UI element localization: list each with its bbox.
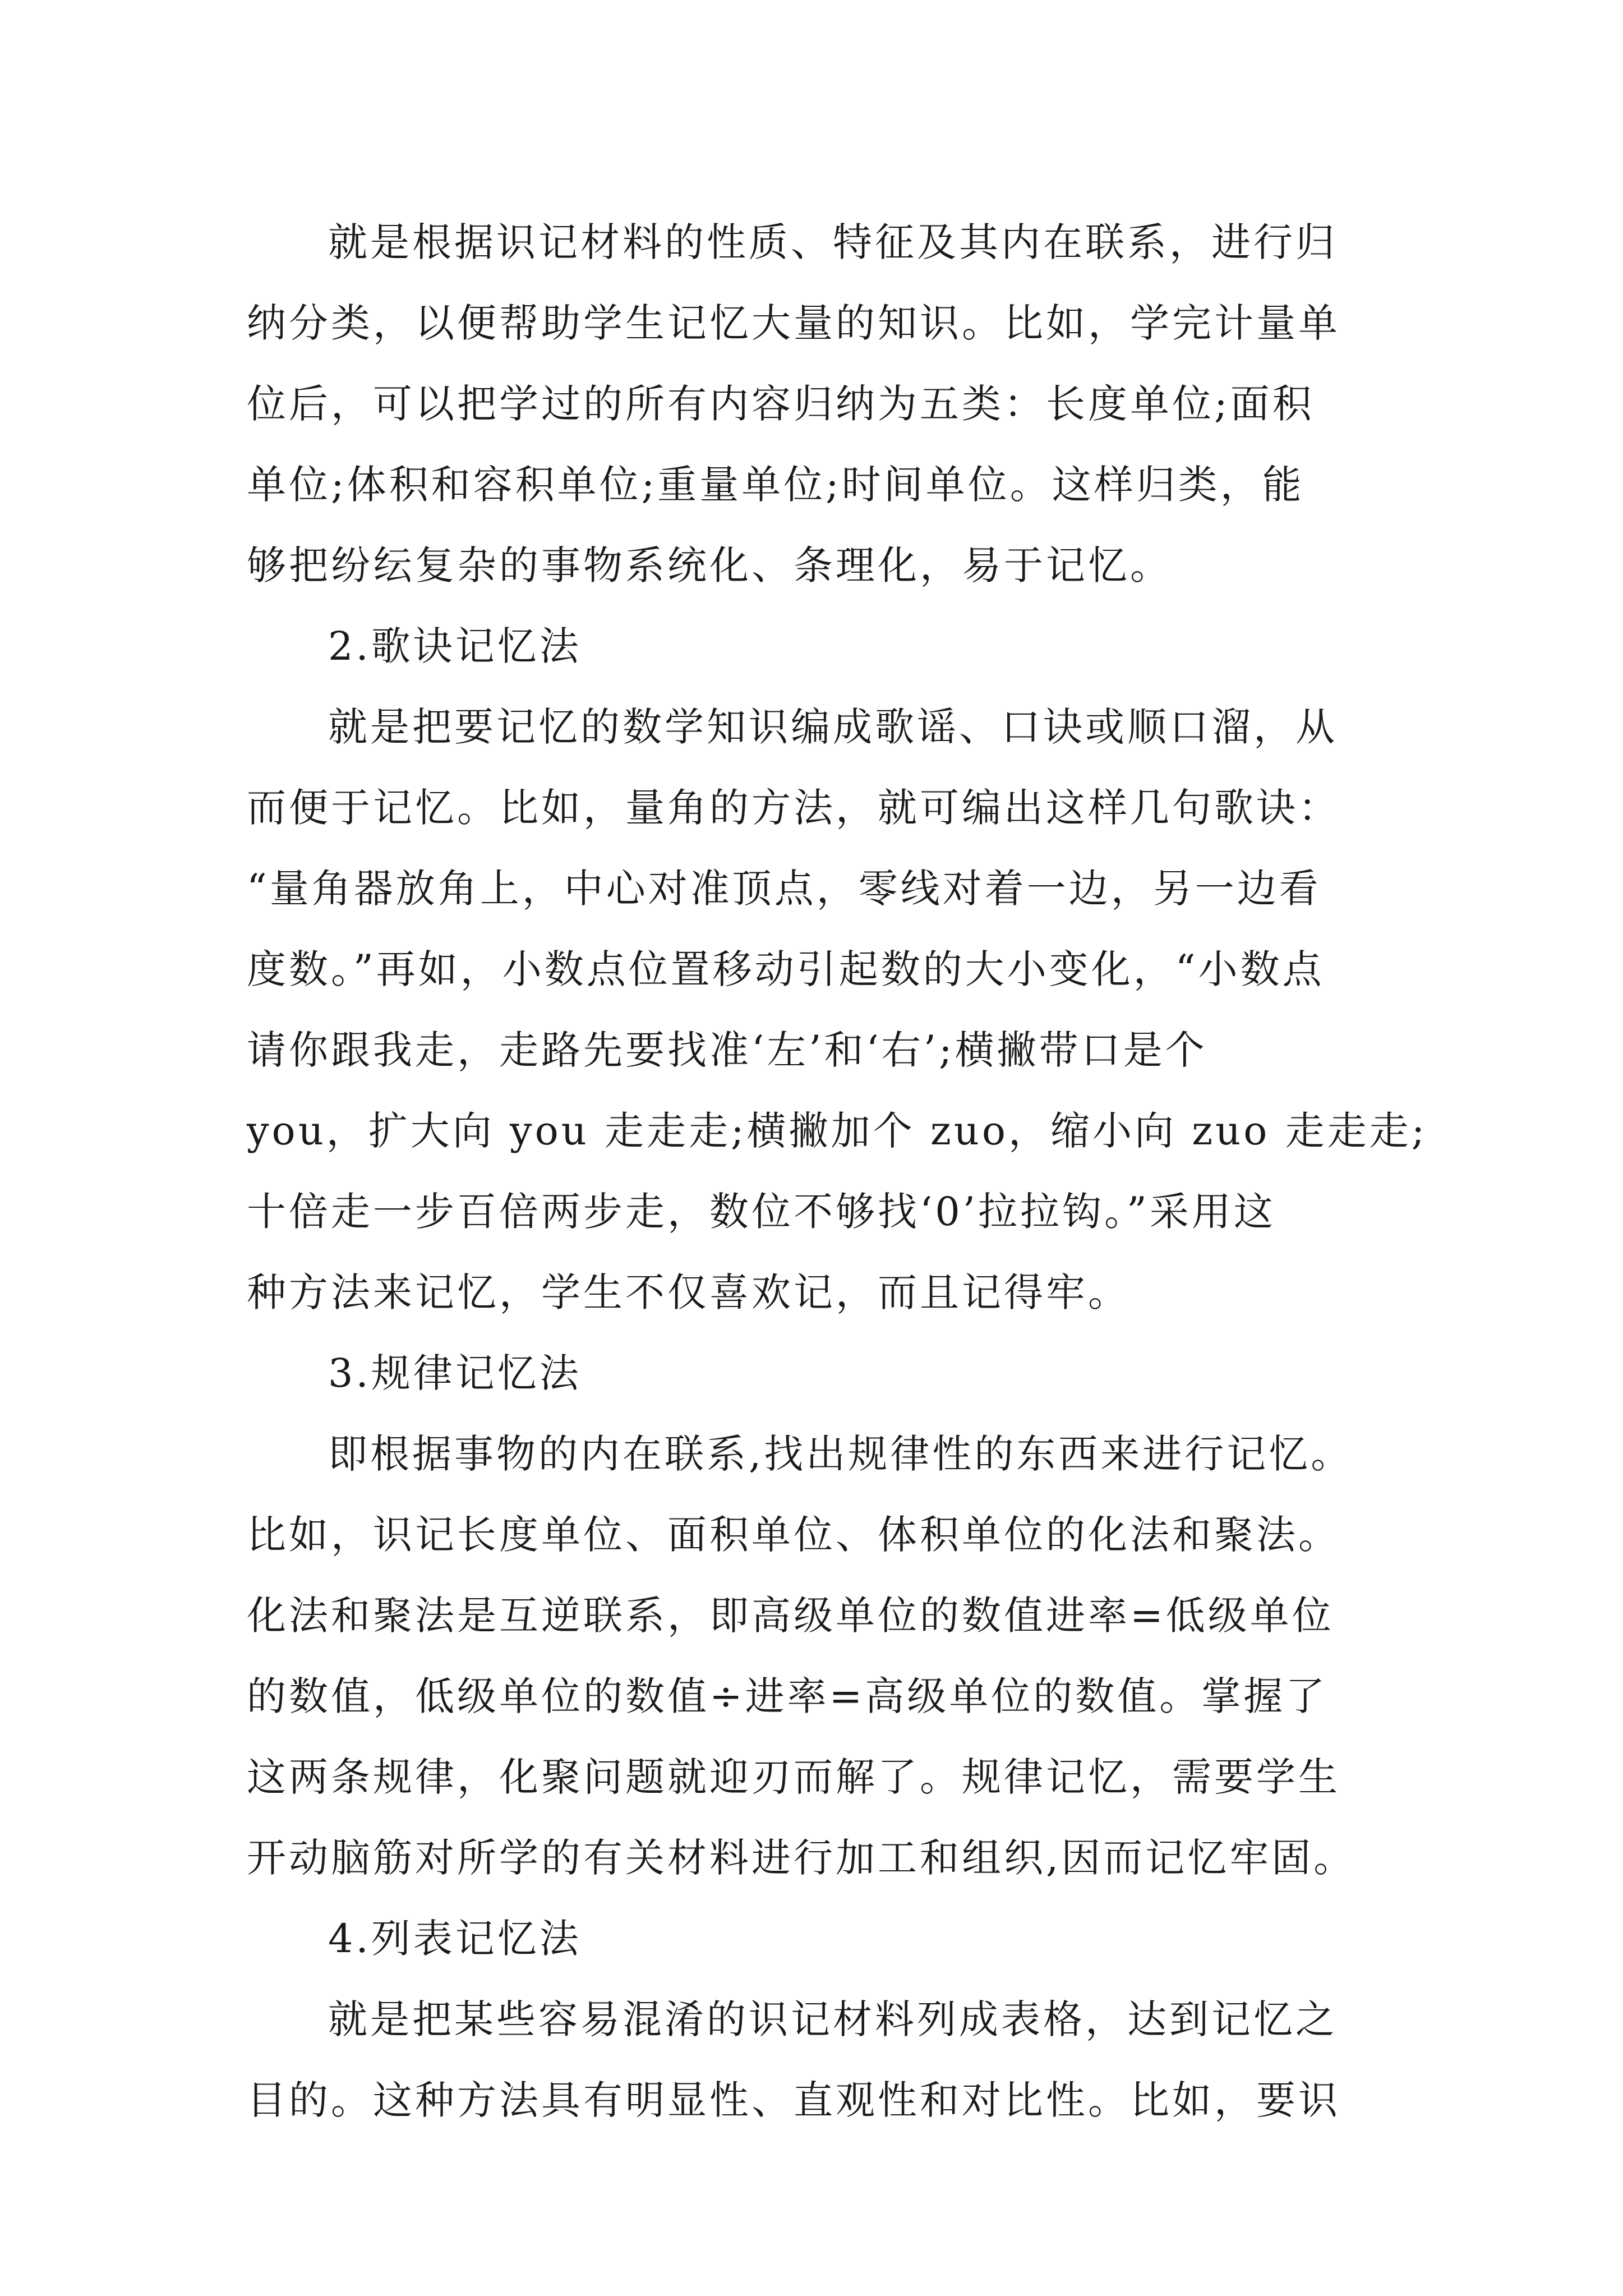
paragraph-line: 这两条规律，化聚问题就迎刃而解了。规律记忆，需要学生	[247, 1754, 1340, 1800]
section-heading: 4.列表记忆法	[328, 1916, 582, 1962]
paragraph-line: 纳分类，以便帮助学生记忆大量的知识。比如，学完计量单	[247, 300, 1340, 346]
section-heading: 3.规律记忆法	[328, 1350, 582, 1396]
paragraph-line: 位后，可以把学过的所有内容归纳为五类：长度单位;面积	[247, 381, 1315, 427]
paragraph-line: 请你跟我走，走路先要找准‘左’和‘右’;横撇带口是个	[247, 1027, 1207, 1073]
paragraph-line: 就是把某些容易混淆的识记材料列成表格，达到记忆之	[328, 1996, 1338, 2042]
paragraph-line: 种方法来记忆，学生不仅喜欢记，而且记得牢。	[247, 1269, 1130, 1315]
paragraph-line: 化法和聚法是互逆联系，即高级单位的数值进率=低级单位	[247, 1593, 1334, 1639]
paragraph-line: 即根据事物的内在联系,找出规律性的东西来进行记忆。	[328, 1431, 1353, 1477]
section-heading: 2.歌诀记忆法	[328, 623, 582, 669]
paragraph-line: 度数。”再如，小数点位置移动引起数的大小变化，“小数点	[247, 946, 1325, 992]
paragraph-line: you，扩大向 you 走走走;横撇加个 zuo，缩小向 zuo 走走走;	[247, 1108, 1428, 1154]
paragraph-line: 就是把要记忆的数学知识编成歌谣、口诀或顺口溜，从	[328, 704, 1338, 750]
paragraph-line: 的数值，低级单位的数值÷进率=高级单位的数值。掌握了	[247, 1673, 1328, 1719]
paragraph-line: 比如，识记长度单位、面积单位、体积单位的化法和聚法。	[247, 1512, 1340, 1558]
paragraph-line: 开动脑筋对所学的有关材料进行加工和组织,因而记忆牢固。	[247, 1835, 1356, 1881]
paragraph-line: 单位;体积和容积单位;重量单位;时间单位。这样归类，能	[247, 462, 1304, 508]
document-body	[247, 202, 1428, 2141]
paragraph-line: 就是根据识记材料的性质、特征及其内在联系，进行归	[328, 219, 1338, 265]
paragraph-line: “量角器放角上，中心对准顶点，零线对着一边，另一边看	[247, 866, 1321, 912]
paragraph-line: 而便于记忆。比如，量角的方法，就可编出这样几句歌诀：	[247, 785, 1340, 831]
paragraph-line: 够把纷纭复杂的事物系统化、条理化，易于记忆。	[247, 542, 1172, 588]
paragraph-line: 目的。这种方法具有明显性、直观性和对比性。比如，要识	[247, 2077, 1340, 2123]
paragraph-line: 十倍走一步百倍两步走，数位不够找‘0’拉拉钩。”采用这	[247, 1189, 1276, 1235]
